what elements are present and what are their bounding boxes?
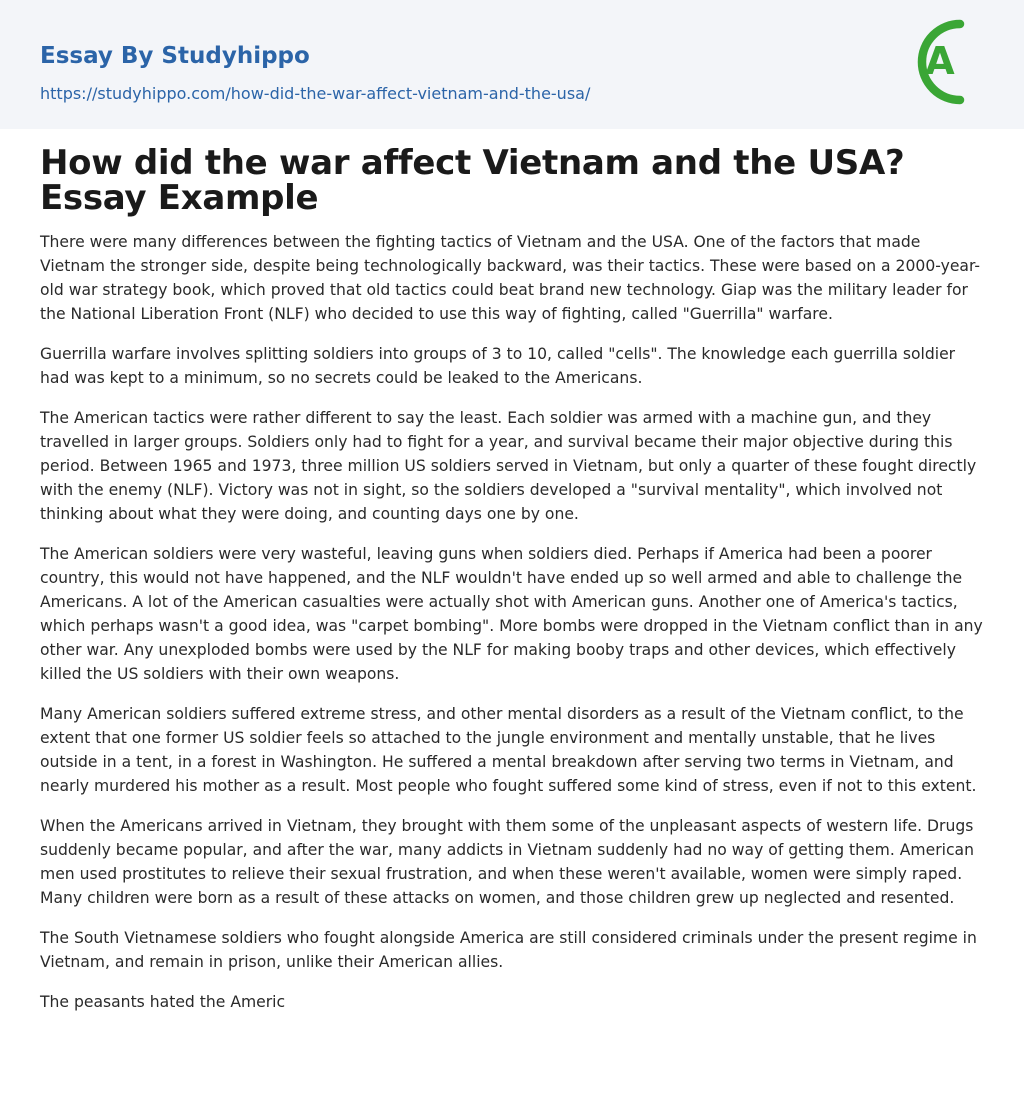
paragraph-2: Guerrilla warfare involves splitting soldiers into groups of 3 to 10, called "cells". The knowledge each guerrilla soldier had was kept to a minimum, so no secrets could be leaked to the Americans. <box>40 345 956 387</box>
paragraph-6: When the Americans arrived in Vietnam, they brought with them some of the unpleasant aspects of western life. Drugs suddenly became popular, and after the war, many addicts in Vietnam suddenly had no way of getting them. American men used prostitutes to relieve their sexual frustration, and when these weren't available, women were simply raped. Many children were born as a result of these attacks on women, and those children grew up neglected and resented. <box>40 817 974 907</box>
paragraph-5: Many American soldiers suffered extreme stress, and other mental disorders as a result of the Vietnam conflict, to the extent that one former US soldier feels so attached to the jungle environment and mentally unstable, that he lives outside in a tent, in a forest in Washington. He suffered a mental breakdown after serving two terms in Vietnam, and nearly murdered his mother as a result. Most people who fought suffered some kind of stress, even if not to this extent. <box>40 705 977 795</box>
paragraph-7: The South Vietnamese soldiers who fought alongside America are still considered criminals under the present regime in Vietnam, and remain in prison, unlike their American allies. <box>40 929 977 971</box>
paragraph-1: There were many differences between the fighting tactics of Vietnam and the USA. One of the factors that made Vietnam the stronger side, despite being technologically backward, was their tactics. These were based on a 2000-year-old war strategy book, which proved that old tactics could beat brand new technology. Giap was the military leader for the National Liberation Front (NLF) who decided to use this way of fighting, called "Guerrilla" warfare. <box>40 233 981 323</box>
source-url-link[interactable]: https://studyhippo.com/how-did-the-war-affect-vietnam-and-the-usa/ <box>40 84 591 103</box>
paragraph-8-truncated: The peasants hated the Americ <box>40 993 286 1011</box>
paragraph-3: The American tactics were rather different to say the least. Each soldier was armed with a machine gun, and they travelled in larger groups. Soldiers only had to fight for a year, and survival became their major objective during this period. Between 1965 and 1973, three million US soldiers served in Vietnam, but only a quarter of these fought directly with the enemy (NLF). Victory was not in sight, so the soldiers developed a "survival mentality", which involved not thinking about what they were doing, and counting days one by one. <box>40 409 977 523</box>
site-header <box>0 0 1024 129</box>
paragraph-4: The American soldiers were very wasteful, leaving guns when soldiers died. Perhaps if America had been a poorer country, this would not have happened, and the NLF wouldn't have ended up so well armed and able to challenge the Americans. A lot of the American casualties were actually shot with American guns. Another one of America's tactics, which perhaps wasn't a good idea, was "carpet bombing". More bombs were dropped in the Vietnam conflict than in any other war. Any unexploded bombs were used by the NLF for making booby traps and other devices, which effectively killed the US soldiers with their own weapons. <box>40 545 983 683</box>
studyhippo-logo-icon[interactable] <box>904 16 992 108</box>
essay-article <box>40 143 984 1030</box>
brand-title[interactable]: Essay By Studyhippo <box>40 43 310 69</box>
essay-title: How did the war affect Vietnam and the USA? Essay Example <box>40 143 905 218</box>
logo-letter: A <box>925 39 955 83</box>
